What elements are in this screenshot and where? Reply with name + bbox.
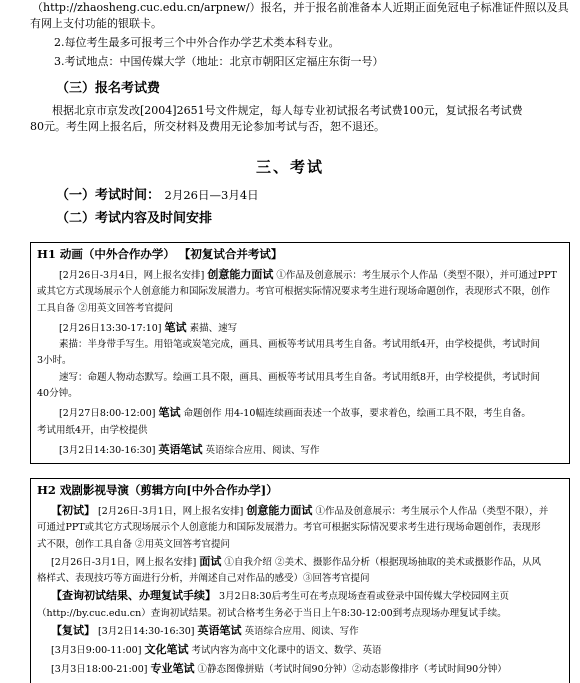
h2-row3-cont: （http://by.cuc.edu.cn）查询初试结果。初试合格考生务必于当日上午8:30-12:00到考点现场办理复试手续。	[37, 608, 507, 620]
exam-time-heading	[56, 187, 259, 206]
fee-text-line2: 80元。考生网上报名后，所交材料及费用无论参加考试与否，恕不退还。	[30, 119, 385, 133]
h2-row1: 【初试】 [2月26日-3月1日，网上报名安排] 创意能力面试 ①作品及创意展示：考生展示个人作品（类型不限），并	[51, 503, 549, 517]
intro-item3: 3.考试地点：中国传媒大学（地址：北京市朝阳区定福庄东街一号）	[54, 54, 384, 68]
h1-row5-cont: 考试用纸4开，由学校提供	[37, 424, 148, 436]
h1-row3: 素描：半身带手写生。用铅笔或炭笔完成，画具、画板等考试用具考生自备。考试用纸4开，由学校提供，考试时间	[59, 339, 541, 351]
h1-row3-cont: 3小时。	[37, 355, 72, 367]
exam-content-heading: （二）考试内容及时间安排	[56, 211, 213, 226]
intro-item2: 2.每位考生最多可报考三个中外合作办学艺术类本科专业。	[54, 35, 340, 49]
h1-animation-box	[30, 242, 570, 464]
h1-row6: [3月2日14:30-16:30] 英语笔试 英语综合应用、阅读、写作	[59, 442, 320, 456]
h2-row6: [3月3日18:00-21:00] 专业笔试 ①静态图像拼贴（考试时间90分钟）②动态影像排序（考试时间90分钟）	[51, 661, 507, 675]
fee-text-line1: 根据北京市京发改[2004]2651号文件规定，每人每专业初试报名考试费100元，复试报名考试费	[52, 104, 523, 117]
h2-row1-cont2: 式不限，创作工具自备 ②用英文回答考官提问	[37, 538, 231, 550]
exam-time-value: 2月26日—3月4日	[164, 188, 259, 202]
h2-directing-box	[30, 478, 570, 683]
h2-row4: 【复试】 [3月2日14:30-16:30] 英语笔试 英语综合应用、阅读、写作	[51, 624, 359, 638]
h1-row1: [2月26日-3月4日，网上报名安排] 创意能力面试 ①作品及创意展示：考生展示个人作品（类型不限），并可通过PPT	[59, 267, 557, 281]
h2-row1-cont: 可通过PPT或其它方式现场展示个人创意能力和国际发展潜力。考官可根据实际情况要求考生进行现场命题创作，表现形	[37, 522, 541, 534]
h2-row2-cont: 格样式、表现技巧等方面进行分析，并阐述自己对作品的感受）③回答考官提问	[37, 573, 370, 585]
h1-row4-cont: 40分钟。	[37, 387, 78, 399]
h1-row5: [2月27日8:00-12:00] 笔试 命题创作 用4-10幅连续画面表述一个故事，要求着色，绘画工具不限，考生自备。	[59, 405, 531, 419]
h2-row3: 【查询初试结果、办理复试手续】 3月2日8:30后考生可在考点现场查看或登录中国传媒大学校园网主页	[51, 589, 509, 603]
h1-row1-cont: 或其它方式现场展示个人创意能力和国际发展潜力。考官可根据实际情况要求考生进行现场命题创作，表现形式不限，创作	[37, 286, 551, 298]
h2-row2: [2月26日-3月1日，网上报名安排] 面试 ①自我介绍 ②美术、摄影作品分析（根据现场抽取的美术或摄影作品，从风	[51, 554, 541, 568]
h1-row1-cont2: 工具自备 ②用英文回答考官提问	[37, 302, 174, 314]
intro-block	[30, 0, 569, 70]
h2-header: H2 戏剧影视导演（剪辑方向[中外合作办学]）	[37, 483, 278, 497]
intro-line1: （http://zhaosheng.cuc.edu.cn/arpnew/）报名，并于报名前准备本人近期正面免冠电子标准证件照以及具	[32, 1, 569, 14]
h1-row4: 速写：命题人物动态默写。绘画工具不限，画具、画板等考试用具考生自备。考试用纸8开，由学校提供，考试时间	[59, 371, 541, 383]
exam-section-title: 三、考试	[255, 158, 324, 176]
h1-row2: [2月26日13:30-17:10] 笔试 素描、速写	[59, 320, 238, 334]
h2-row5: [3月3日9:00-11:00] 文化笔试 考试内容为高中文化课中的语文、数学、英语	[51, 642, 382, 656]
exam-time-label: （一）考试时间：	[56, 188, 161, 203]
intro-line2: 有网上支付功能的银联卡。	[30, 16, 162, 30]
h1-header: H1 动画（中外合作办学） 【初复试合并考试】	[37, 247, 283, 261]
fee-text	[30, 103, 566, 135]
fee-heading: （三）报名考试费	[56, 81, 161, 96]
